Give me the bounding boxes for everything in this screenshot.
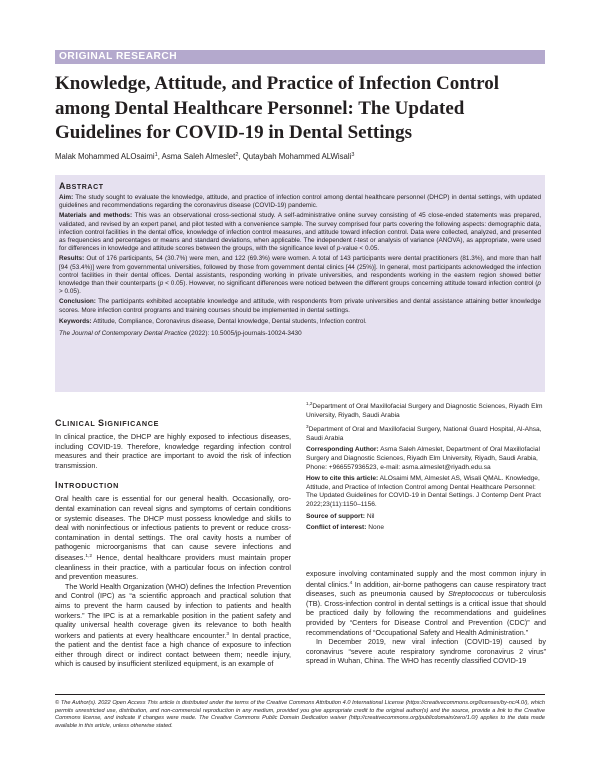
clinical-significance-text: In clinical practice, the DHCP are highly exposed to infectious diseases, including COVID-19. Therefore, knowledge regarding infection control measures and their practice are important to avoid the risk of infection transmission. [55,432,291,470]
right-paragraph-1: exposure involving contaminated supply and the most common injury in dental clinics.$^4$ In addition, air-borne pathogens can cause respiratory tract diseases, such as pneumonia caused by Streptococcus or tuberculosis (TB). Cross-infection control in dental settings is a critical issue that should be practiced daily by following the recommendations and guidelines provided by “Centers for Disease Control and Prevention (CDC)” and recommendations of “Occupational Safety and Health Administration.” [306,569,546,637]
author-name: Qutaybah Mohammed ALWisali [242,152,352,161]
affiliations-block [306,400,546,536]
source-of-support: Source of support: Nil [306,512,375,520]
abstract-heading: ABSTRACT [59,181,104,191]
journal-citation: The Journal of Contemporary Dental Practice (2022): 10.5005/jp-journals-10024-3430 [59,330,302,338]
footer-divider [55,694,545,695]
corresponding-author: Corresponding Author: Asma Saleh Almeslet, Department of Oral Maxillofacial Surgery and Diagnostic Sciences, Riyadh Elm University, Riyadh, Saudi Arabia, Phone: +966557936523, e-mail: asma.almeslet@riyadh.edu.sa [306,446,540,471]
abstract-conclusion: Conclusion: The participants exhibited acceptable knowledge and attitude, with respondents from private universities and dental assistance attaining better knowledge scores. More infection control programs and training courses should be implemented in dental settings. [59,298,541,314]
abstract-results: Results: Out of 176 participants, 54 (30.7%) were men, and 122 (69.3%) were women. A total of 143 participants were dental practitioners (81.3%), and more than half [94 (53.4%)] were from governmental universities, followed by those from government dental clinics [44 (25%)]. In general, most participants acknowledged the infection control facilities in their dental offices. Dental assistants, responding working in private universities, and respondents working in the eastern region showed better knowledge than their counterparts (p < 0.05). However, no significant differences were noticed between the different groups concerning attitude toward infection control (p > 0.05). [59,255,541,296]
author-name: Asma Saleh Almeslet [161,152,236,161]
author-list: Malak Mohammed ALOsaimi$^1$, Asma Saleh Almeslet$^2$, Qutaybah Mohammed ALWisali$^3$ [55,152,355,161]
intro-paragraph-2: The World Health Organization (WHO) defines the Infection Prevention and Control (IPC) as “a scientific approach and practical solution that aims to prevent the harm caused by infection to patients and health workers.” The IPC is at a remarkable position in the patient safety and quality universal health coverage given its relevance to both health workers and patients at every healthcare encounter.$^3$ In dental practice, the patient and the dentist face a high chance of exposure to infection either through direct or indirect contact between them; needle injury, which is caused by insufficient sterilized equipment, is an example of [55,581,292,669]
introduction-heading: INTRODUCTION [55,480,120,491]
author-sup: 1 [154,152,158,158]
affiliation-3: $^3$Department of Oral and Maxillofacial Surgery, National Guard Hospital, Al-Ahsa, Saudi Arabia [306,424,542,442]
right-paragraph-2: In December 2019, new viral infection (COVID-19) caused by coronavirus “severe acute respiratory syndrome coronavirus 2 virus” spread in Wuhan, China. The WHO has recently classified COVID-19 [306,637,546,666]
article-title: Knowledge, Attitude, and Practice of Infection Control among Dental Healthcare Personnel: The Updated Guidelines for COVID-19 in Dental Settings [55,73,499,143]
intro-paragraph-1: Oral health care is essential for our general health. Occasionally, oro-dental examination can reveal signs and symptoms of certain conditions or systemic diseases. The DHCP must possess knowledge and skills to deal with noninfectious or infectious patients to prevent or reduce cross-contamination in dental settings. The oral cavity hosts a number of pathogenic microorganisms that can cause severe infections and diseases.$^{1,2}$ Hence, dental healthcare providers must maintain proper cleanliness in their practice, with a particular focus on infection control and prevention measures. [55,494,291,582]
affiliation-1-2: $^{1,2}$Department of Oral Maxillofacial Surgery and Diagnostic Sciences, Riyadh Elm University, Riyadh, Saudi Arabia [306,401,543,419]
author-sup: 3 [351,152,355,158]
clinical-significance-heading: CLINICAL SIGNIFICANCE [55,418,160,428]
author-sup: 2 [235,152,239,158]
conflict-of-interest: Conflict of interest: None [306,524,385,532]
abstract-keywords: Keywords: Attitude, Compliance, Coronavirus disease, Dental knowledge, Dental students, Infection control. [59,317,367,325]
author-name: Malak Mohammed ALOsaimi [55,152,155,161]
left-column [55,418,291,669]
abstract-methods: Materials and methods: This was an observational cross-sectional study. A self-administrative online survey consisting of 45 close-ended statements was prepared, validated, and revised by an expert panel, and pilot tested with a convenience sample. The survey comprised four parts covering the following aspects: demographic data, infection control facilities in the dental office, knowledge of infection control measures, and attitude toward infection control. Data were collected, analyzed, and presented as frequencies and percentages or means and standard deviations, when applicable. The independent t-test or analysis of variance (ANOVA), as appropriate, were used for differences in knowledge and attitude scores between the groups, with the significance level of p-value < 0.05. [59,212,541,253]
abstract-aim: Aim: The study sought to evaluate the knowledge, attitude, and practice of infection control among dental healthcare personnel (DHCP) in dental settings, with updated guidelines and recommendations regarding the coronavirus disease (COVID-19) pandemic. [59,194,541,210]
abstract-box [55,175,545,392]
section-label: ORIGINAL RESEARCH [55,50,545,64]
right-column-body [306,569,546,666]
license-footer: © The Author(s). 2022 Open Access This article is distributed under the terms of the Creative Commons Attribution 4.0 International License (https://creativecommons.org/licenses/by-nc/4.0/), which permits unrestricted use, distribution, and non-commercial reproduction in any medium, provided you give appropriate credit to the original author(s) and the source, provide a link to the Creative Commons license, and indicate if changes were made. The Creative Commons Public Domain Dedication waiver (http://creativecommons.org/publicdomain/zero/1.0/) applies to the data made available in this article, unless otherwise stated. [55,700,545,729]
how-to-cite: How to cite this article: ALOsaimi MM, Almeslet AS, Wisali QMAL. Knowledge, Attitude, and Practice of Infection Control among Dental Healthcare Personnel: The Updated Guidelines for COVID-19 in Dental Settings. J Contemp Dent Pract 2022;23(11):1150–1156. [306,475,541,508]
